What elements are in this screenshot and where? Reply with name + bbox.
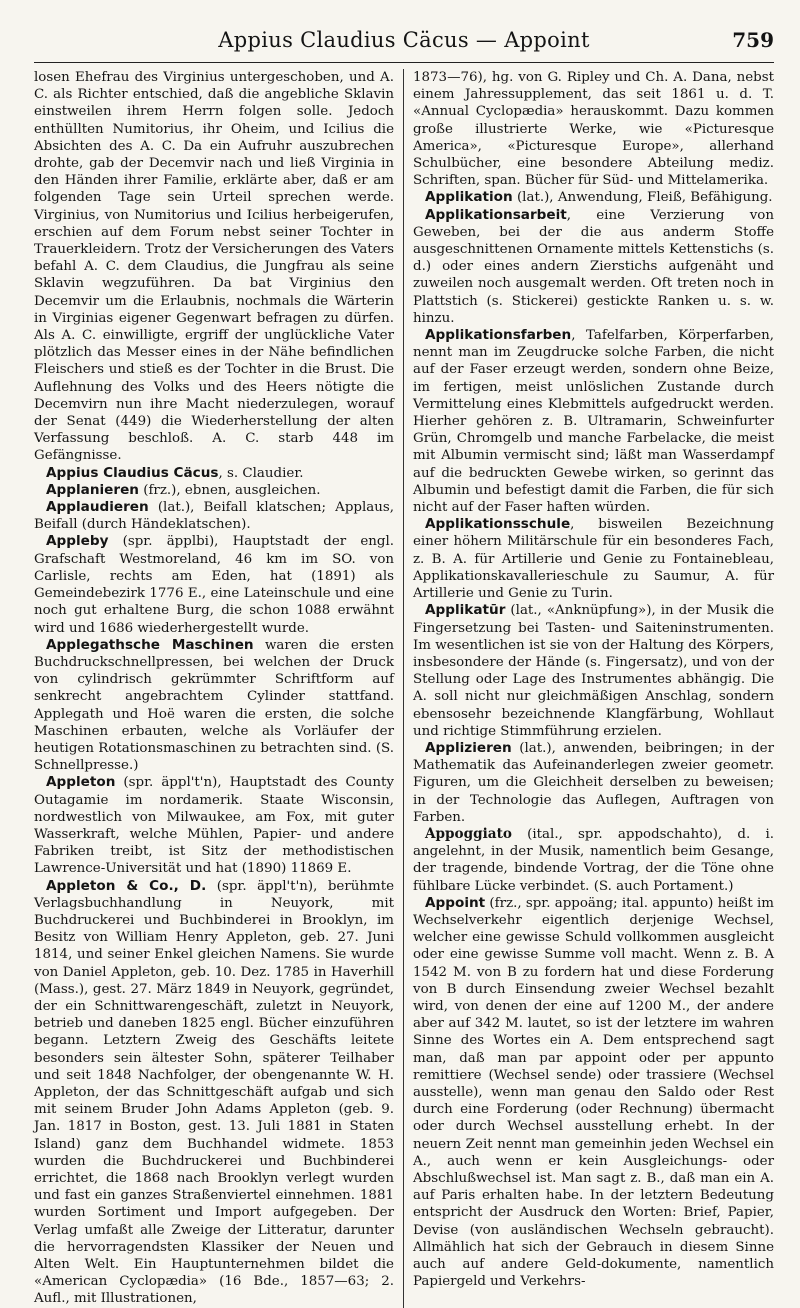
- dictionary-entry: [413, 189, 774, 206]
- entry-headword: Appleton & Co., D.: [46, 877, 207, 894]
- entry-headword: Appoggiato: [425, 825, 512, 842]
- dictionary-entry: [413, 516, 774, 602]
- dictionary-entry: [34, 774, 394, 877]
- entry-headword: Appoint: [425, 894, 486, 911]
- entry-headword: Applikation: [425, 189, 513, 206]
- entry-text: (lat.), anwenden, beibringen; in der Mathematik das Aufeinanderlegen zweier geometr. Figuren, um die Gleichheit derselben zu beweisen; in der Technologie das Auflegen, Auftragen von Farben.: [413, 740, 774, 825]
- dictionary-entry: [34, 878, 394, 1308]
- dictionary-entry: [413, 327, 774, 516]
- entry-text: , Tafelfarben, Körperfarben, nennt man im Zeugdrucke solche Farben, die nicht auf der Faser erzeugt werden, sondern ohne Beize, im fertigen, meist unlöslichen Zustande durch Vermittelung eines Klebmittels aufgedruckt werden. Hierher gehören z. B. Ultramarin, Schweinfurter Grün, Chromgelb und manche Farbelacke, die meist mit Albumin vermischt sind; läßt man Wasserdampf auf die bedruckten Gewebe wirken, so gerinnt das Albumin und befestigt damit die Farben, die für sich nicht auf der Faser haften würden.: [413, 328, 774, 516]
- entry-headword: Applaudieren: [46, 499, 149, 516]
- entry-text: (frz.), ebnen, ausgleichen.: [138, 482, 321, 498]
- dictionary-entry: [413, 207, 774, 327]
- dictionary-entry: [34, 637, 394, 775]
- dictionary-entry: [413, 69, 774, 189]
- entry-text: (lat., «Anknüpfung»), in der Musik die Fingersetzung bei Tasten- und Saiteninstrumenten. Im wesentlichen ist sie von der Haltung des Körpers, insbesondere der Hände (s. Fingersatz), und von der Stellung oder Lage des Instrumentes abhängig. Die A. soll nicht nur gleichmäßigen Anschlag, sondern ebensosehr bezeichnende Klangfärbung, Wohllaut und richtige Stimmführung erzielen.: [413, 603, 774, 739]
- entry-text: (frz., spr. appoäng; ital. appunto) heißt im Wechselverkehr eigentlich derjenige Wechsel, welcher eine gewisse Schuld vollkommen ausgleicht oder eine gewisse Summe voll macht. Wenn z. B. A 1542 M. von B zu fordern hat und diese Forderung von B durch Einsendung zweier Wechsel bezahlt wird, von denen der eine auf 1200 M., der andere aber auf 342 M. lautet, so ist der letztere im wahren Sinne des Wortes ein A. Dem entsprechend sagt man, daß man par appoint oder per appunto remittiere (Wechsel sende) oder trassiere (Wechsel ausstelle), wenn man genau den Saldo oder Rest durch eine Forderung (oder Rechnung) übermacht oder durch Wechsel ausstellung erhebt. In der neuern Zeit nennt man gemeinhin jeden Wechsel ein A., auch wenn er kein Ausgleichungs- oder Abschlußwechsel ist. Man sagt z. B., daß man ein A. auf Paris erhalten habe. In der letztern Bedeutung entspricht der Ausdruck den Worten: Brief, Papier, Devise (von ausländischen Wechseln gebraucht). Allmählich hat sich der Gebrauch in diesem Sinne auch auf andere Geld-dokumente, namentlich Papiergeld und Verkehrs-: [413, 895, 774, 1290]
- dictionary-entry: [413, 602, 774, 740]
- page-header: [34, 24, 774, 63]
- entry-text: (ital., spr. appodschahto), d. i. angelehnt, in der Musik, namentlich beim Gesange, der tragende, bindende Vortrag, der die Töne ohne fühlbare Lücke verbindet. (S. auch Portament.): [413, 826, 774, 894]
- entry-headword: Appleton: [46, 774, 116, 791]
- entry-text: (lat.), Anwendung, Fleiß, Befähigung.: [512, 190, 773, 206]
- dictionary-entry: [34, 499, 394, 533]
- dictionary-entry: [34, 465, 394, 482]
- dictionary-entry: [413, 826, 774, 895]
- entry-text: 1873—76), hg. von G. Ripley und Ch. A. Dana, nebst einem Jahressupplement, das seit 1861 u. d. T. «Annual Cyclopædia» herauskommt. Dazu kommen große illustrierte Werke, wie «Picturesque America», «Picturesque Europe», allerhand Schulbücher, eine besondere Abteilung mediz. Schriften, span. Bücher für Süd- und Mittelamerika.: [413, 70, 774, 189]
- entry-headword: Applikationsfarben: [425, 327, 572, 344]
- entry-headword: Applikationsschule: [425, 516, 571, 533]
- entry-text: losen Ehefrau des Virginius untergeschoben, und A. C. als Richter entschied, daß die angebliche Sklavin einstweilen ihrem Herrn folgen solle. Jedoch enthüllten Numitorius, ihr Oheim, und Icilius die Absichten des A. C. Da ein Aufruhr auszubrechen drohte, gab der Decemvir nach und ließ Virginia in den Händen ihrer Familie, erklärte aber, daß er am folgenden Tage sein Urteil sprechen werde. Virginius, von Numitorius und Icilius herbeigerufen, erschien auf dem Forum nebst seiner Tochter in Trauerkleidern. Trotz der Versicherungen des Vaters befahl A. C. dem Claudius, die Jungfrau als seine Sklavin wegzuführen. Da bat Virginius den Decemvir um die Erlaubnis, nochmals die Wärterin in Virginias eigener Gegenwart befragen zu dürfen. Als A. C. einwilligte, ergriff der unglückliche Vater plötzlich das Messer eines in der Nähe befindlichen Fleischers und stieß es der Tochter in die Brust. Die Auflehnung des Volks und des Heers nötigte die Decemvirn nun ihre Macht niederzulegen, worauf der Senat (449) die Wiederherstellung der alten Verfassung beschloß. A. C. starb 448 im Gefängnisse.: [34, 70, 394, 464]
- entry-text: , s. Claudier.: [218, 465, 304, 481]
- right-column: [404, 69, 774, 1308]
- dictionary-entry: [34, 533, 394, 636]
- dictionary-entry: [34, 482, 394, 499]
- entry-headword: Applizieren: [425, 739, 512, 756]
- page-number: 759: [732, 28, 774, 52]
- entry-text: (lat.), Beifall klatschen; Applaus, Beifall (durch Händeklatschen).: [34, 500, 394, 533]
- running-head: Appius Claudius Cäcus — Appoint: [218, 28, 590, 52]
- entry-text: , eine Verzierung von Geweben, bei der die aus anderm Stoffe ausgeschnittenen Ornamente mittels Kettenstichs (s. d.) oder eines andern Zierstichs aufgenäht und zuweilen noch ausgemalt werden. Oft treten noch in Plattstich (s. Stickerei) gestickte Ranken u. s. w. hinzu.: [413, 207, 774, 326]
- entry-text: (spr. äpplbi), Hauptstadt der engl. Grafschaft Westmoreland, 46 km im SO. von Carlisle, rechts am Eden, hat (1891) als Gemeindebezirk 1776 E., eine Lateinschule und eine noch gut erhaltene Burg, die schon 1088 erwähnt wird und 1686 wiederhergestellt wurde.: [34, 534, 394, 636]
- entry-text: (spr. äppl't'n), berühmte Verlagsbuchhandlung in Neuyork, mit Buchdruckerei und Buchbinderei in Brooklyn, im Besitz von William Henry Appleton, geb. 27. Juni 1814, und seiner Enkel gleichen Namens. Sie wurde von Daniel Appleton, geb. 10. Dez. 1785 in Haverhill (Mass.), gest. 27. März 1849 in Neuyork, gegründet, der ein Schnittwarengeschäft, zuletzt in Neuyork, betrieb und daneben 1825 engl. Bücher einzuführen begann. Letztern Zweig des Geschäfts leitete besonders sein ältester Sohn, späterer Teilhaber und seit 1848 Nachfolger, der obengenannte W. H. Appleton, der das Schnittgeschäft aufgab und sich mit seinem Bruder John Adams Appleton (geb. 9. Jan. 1817 in Boston, gest. 13. Juli 1881 in Staten Island) ganz dem Buchhandel widmete. 1853 wurden die Buchdruckerei und Buchbinderei errichtet, die 1868 nach Brooklyn verlegt wurden und fast ein ganzes Straßenviertel einnehmen. 1881 wurden Sortiment und Import aufgegeben. Der Verlag umfaßt alle Zweige der Litteratur, darunter die hervorragendsten Klassiker der Neuen und Alten Welt. Ein Hauptunternehmen bildet die «American Cyclopædia» (16 Bde., 1857—63; 2. Aufl., mit Illustrationen,: [34, 878, 394, 1307]
- text-columns: [34, 69, 774, 1308]
- entry-headword: Applikationsarbeit: [425, 206, 567, 223]
- entry-headword: Applikatūr: [425, 602, 506, 619]
- left-column: [34, 69, 404, 1308]
- entry-text: waren die ersten Buchdruckschnellpressen, bei welchen der Druck von cylindrisch gekrümmter Schriftform auf senkrecht angebrachtem Cylinder stattfand. Applegath und Hoë waren die ersten, die solche Maschinen erbauten, welche als Vorläufer der heutigen Rotationsmaschinen zu betrachten sind. (S. Schnellpresse.): [34, 637, 394, 774]
- entry-headword: Applanieren: [46, 481, 139, 498]
- dictionary-entry: [413, 740, 774, 826]
- dictionary-entry: [34, 69, 394, 465]
- entry-headword: Appleby: [46, 533, 109, 550]
- entry-text: (spr. äppl't'n), Hauptstadt des County Outagamie im nordamerik. Staate Wisconsin, nordwestlich von Milwaukee, am Fox, mit guter Wasserkraft, welche Mühlen, Papier- und andere Fabriken treibt, ist Sitz der methodistischen Lawrence-Universität und hat (1890) 11869 E.: [34, 775, 394, 877]
- entry-text: , bisweilen Bezeichnung einer höhern Militärschule für ein besonderes Fach, z. B. A. für Artillerie und Genie zu Fontainebleau, Applikationskavallerieschule zu Saumur, A. für Artillerie und Genie zu Turin.: [413, 517, 774, 602]
- dictionary-entry: [413, 895, 774, 1291]
- entry-headword: Appius Claudius Cäcus: [46, 464, 219, 481]
- entry-headword: Applegathsche Maschinen: [46, 636, 254, 653]
